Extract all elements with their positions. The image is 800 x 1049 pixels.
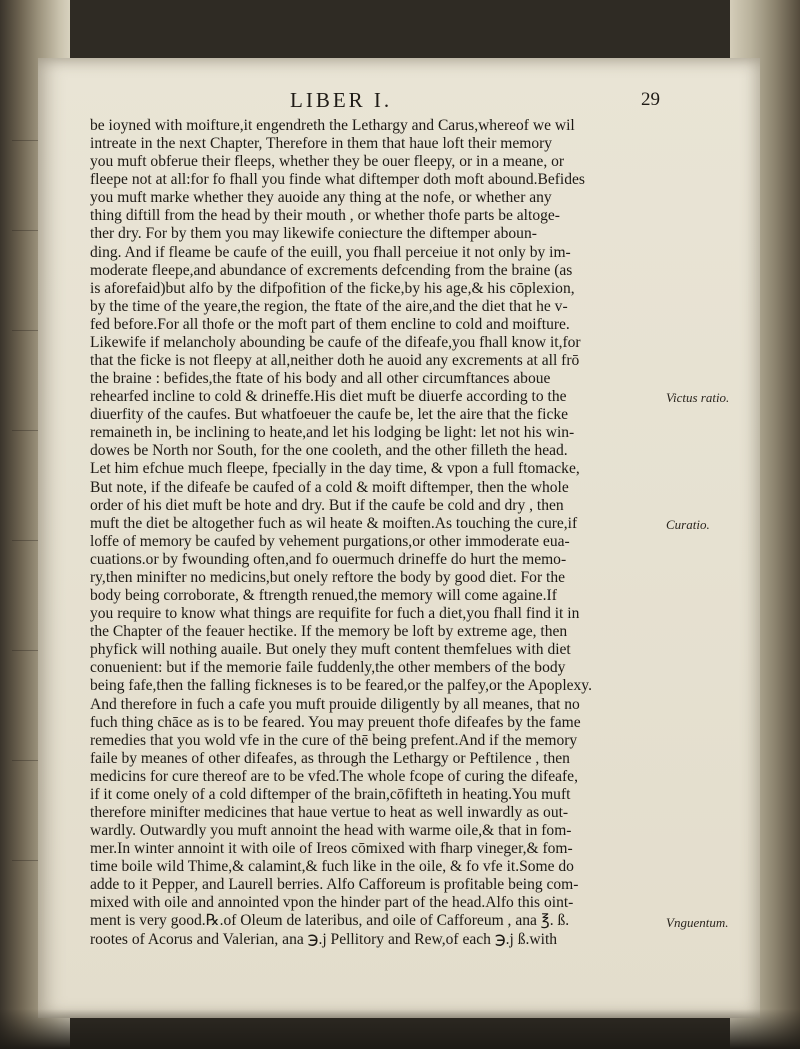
- margin-note: Curatio.: [666, 516, 710, 532]
- text-line: rehearfed incline to cold & drineffe.His diet muft be diuerfe according to the: [90, 388, 567, 406]
- text-line: ry,then minifter no medicins,but onely reftore the body by good diet. For the: [90, 568, 565, 586]
- body-text: [90, 117, 660, 949]
- text-line: faile by meanes of other difeafes, as through the Lethargy or Peftilence , then: [90, 749, 570, 767]
- text-line: therefore minifter medicines that haue vertue to heat as well inwardly as out-: [90, 803, 569, 821]
- text-line: mer.In winter annoint it with oile of Ireos cōmixed with fharp vineger,& fom-: [90, 840, 573, 858]
- text-line: remaineth in, be inclining to heate,and let his lodging be light: let not his win-: [90, 424, 575, 442]
- text-line: ment is very good.℞.of Oleum de lateribus, and oile of Cafforeum , ana ℥. ß.: [90, 912, 570, 930]
- text-line: medicins for cure thereof are to be vfed.The whole fcope of curing the difeafe,: [90, 767, 578, 785]
- text-line: that the ficke is not fleepy at all,neither doth he auoid any excrements at all frō: [90, 352, 580, 370]
- text-line: be ioyned with moifture,it engendreth the Lethargy and Carus,whereof we wil: [90, 117, 575, 134]
- page-number: 29: [641, 89, 660, 110]
- text-line: But note, if the difeafe be caufed of a cold & moift diftemper, then the whole: [90, 478, 569, 496]
- text-line: dowes be North nor South, for the one cooleth, and the other filleth the head.: [90, 442, 568, 460]
- text-line: you muft marke whether they auoide any thing at the nofe, or whether any: [90, 189, 552, 207]
- text-line: rootes of Acorus and Valerian, ana ℈.j Pellitory and Rew,of each ℈.j ß.with: [90, 930, 558, 948]
- text-line: the braine : befides,the ftate of his body and all other circumftances aboue: [90, 370, 551, 388]
- text-line: And therefore in fuch a cafe you muft prouide diligently by all meanes, that no: [90, 695, 580, 713]
- text-line: fuch thing chāce as is to be feared. You may preuent thofe difeafes by the fame: [90, 713, 581, 731]
- text-line: fleepe not at all:for fo fhall you finde what diftemper doth moft abound.Befides: [90, 171, 585, 189]
- text-line: Likewife if melancholy abounding be caufe of the difeafe,you fhall know it,for: [90, 333, 581, 351]
- page-header: [90, 88, 660, 118]
- text-line: mixed with oile and annointed vpon the hinder part of the head.Alfo this oint-: [90, 894, 574, 912]
- text-line: moderate fleepe,and abundance of excrements defcending from the braine (as: [90, 261, 573, 279]
- text-line: fed before.For all thofe or the moft part of them encline to cold and moifture.: [90, 315, 570, 333]
- text-line: ding. And if fleame be caufe of the euill, you fhall perceiue it not only by im-: [90, 243, 571, 261]
- text-line: time boile wild Thime,& calamint,& fuch like in the oile, & fo vfe it.Some do: [90, 858, 574, 876]
- text-line: by the time of the yeare,the region, the ftate of the aire,and the diet that he v-: [90, 297, 568, 315]
- text-line: conuenient: but if the memorie faile fuddenly,the other members of the body: [90, 659, 566, 677]
- text-line: body being corroborate, & ftrength renued,the memory will come againe.If: [90, 587, 557, 605]
- text-line: you require to know what things are requifite for fuch a diet,you fhall find it in: [90, 605, 580, 623]
- text-line: ther dry. For by them you may likewife coniecture the diftemper aboun-: [90, 225, 537, 243]
- text-line: thing diftill from the head by their mouth , or whether thofe parts be altoge-: [90, 207, 560, 225]
- margin-note: Victus ratio.: [666, 390, 730, 406]
- text-line: muft the diet be altogether fuch as wil heate & moiften.As touching the cure,if: [90, 514, 578, 532]
- text-line: cuations.or by fwounding often,and fo ouermuch drineffe do hurt the memo-: [90, 550, 567, 568]
- text-line: adde to it Pepper, and Laurell berries. Alfo Cafforeum is profitable being com-: [90, 876, 579, 894]
- text-line: you muft obferue their fleeps, whether they be ouer fleepy, or in a meane, or: [90, 153, 565, 171]
- text-line: phyfick will nothing auaile. But onely they muft content themfelues with diet: [90, 641, 571, 659]
- text-line: diuerfity of the caufes. But whatfoeuer the caufe be, let the aire that the ficke: [90, 406, 569, 424]
- text-line: loffe of memory be caufed by vehement purgations,or other immoderate eua-: [90, 532, 570, 550]
- text-line: wardly. Outwardly you muft annoint the head with warme oile,& that in fom-: [90, 822, 572, 840]
- text-line: Let him efchue much fleepe, fpecially in the day time, & vpon a full ftomacke,: [90, 460, 580, 478]
- running-head: LIBER I.: [290, 88, 393, 112]
- text-line: the Chapter of the feauer hectike. If the memory be loft by extreme age, then: [90, 623, 568, 641]
- text-line: intreate in the next Chapter, Therefore in them that haue loft their memory: [90, 135, 553, 153]
- text-line: being fafe,then the falling fickneses is to be feared,or the palfey,or the Apoplexy.: [90, 677, 592, 695]
- bottom-shadow: [0, 1009, 800, 1049]
- text-line: remedies that you wold vfe in the cure of thē being prefent.And if the memory: [90, 731, 578, 749]
- text-line: order of his diet muft be hote and dry. But if the caufe be cold and dry , then: [90, 496, 564, 514]
- text-line: is aforefaid)but alfo by the difpofition of the ficke,by his age,& his cōplexion,: [90, 279, 575, 297]
- text-line: if it come onely of a cold diftemper of the brain,cōfifteth in heating.You muft: [90, 785, 571, 803]
- margin-note: Vnguentum.: [666, 914, 729, 930]
